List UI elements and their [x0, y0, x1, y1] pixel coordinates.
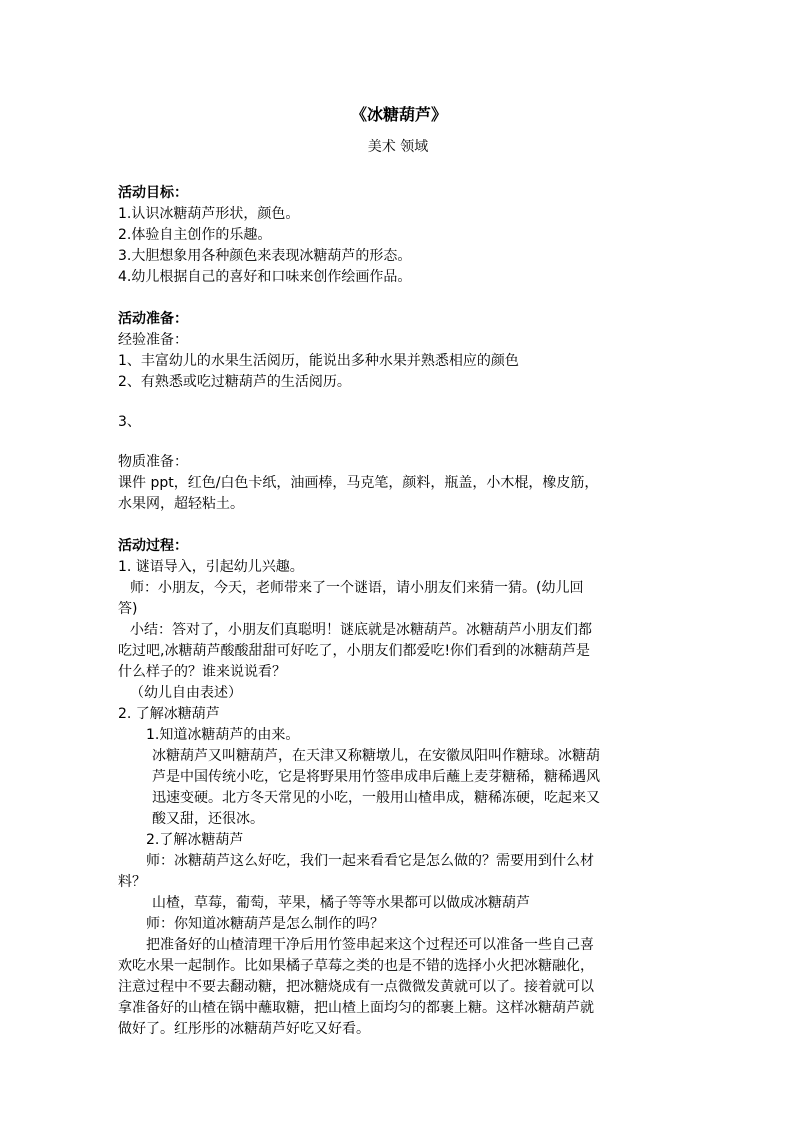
step2-origin-line: 冰糖葫芦又叫糖葫芦，在天津又称糖墩儿，在安徽凤阳叫作糖球。冰糖葫 — [152, 748, 600, 764]
step2-method-line: 拿准备好的山楂在锅中蘸取糖，把山楂上面均匀的都裹上糖。这样冰糖葫芦就 — [118, 1000, 594, 1016]
step1-summary-line: 什么样子的？谁来说说看？ — [118, 664, 286, 680]
objectives-section — [118, 183, 678, 288]
material-line: 课件 ppt，红色/白色卡纸，油画棒，马克笔，颜料，瓶盖，小木棍，橡皮筋， — [118, 475, 599, 491]
step2-teacher-question-2: 师：你知道冰糖葫芦是怎么制作的吗？ — [146, 916, 384, 932]
objective-item: 4.幼儿根据自己的喜好和口味来创作绘画作品。 — [118, 269, 412, 285]
step2-method-line: 做好了。红彤彤的冰糖葫芦好吃又好看。 — [118, 1021, 370, 1037]
process-section — [118, 536, 678, 1040]
step2-subtitle-1: 1.知道冰糖葫芦的由来。 — [146, 727, 300, 743]
objective-item: 2.体验自主创作的乐趣。 — [118, 227, 272, 243]
document-subtitle: 美术 领域 — [367, 139, 429, 155]
step2-title: 2. 了解冰糖葫芦 — [118, 706, 220, 722]
objectives-heading: 活动目标： — [118, 185, 188, 201]
process-heading: 活动过程： — [118, 538, 188, 554]
step2-method-line: 注意过程中不要去翻动糖，把冰糖烧成有一点微微发黄就可以了。接着就可以 — [118, 979, 594, 995]
step1-summary-line: 小结：答对了，小朋友们真聪明！谜底就是冰糖葫芦。冰糖葫芦小朋友们都 — [130, 622, 592, 638]
step2-origin-line: 芦是中国传统小吃，它是将野果用竹签串成串后蘸上麦芽糖稀，糖稀遇风 — [152, 769, 600, 785]
step2-fruits: 山楂，草莓，葡萄，苹果，橘子等等水果都可以做成冰糖葫芦 — [152, 895, 530, 911]
step2-method-line: 把准备好的山楂清理干净后用竹签串起来这个过程还可以准备一些自己喜 — [146, 937, 594, 953]
preparation-heading: 活动准备： — [118, 311, 188, 327]
experience-item: 1、丰富幼儿的水果生活阅历，能说出多种水果并熟悉相应的颜色 — [118, 353, 519, 369]
step1-teacher-line: 师：小朋友，今天，老师带来了一个谜语，请小朋友们来猜一猜。(幼儿回 — [130, 580, 584, 596]
step2-origin-line: 迅速变硬。北方冬天常见的小吃，一般用山楂串成，糖稀冻硬，吃起来又 — [152, 790, 600, 806]
step2-teacher-question: 料？ — [118, 874, 146, 890]
step1-summary-line: 吃过吧,冰糖葫芦酸酸甜甜可好吃了，小朋友们都爱吃!你们看到的冰糖葫芦是 — [118, 643, 591, 659]
step2-subtitle-2: 2.了解冰糖葫芦 — [146, 832, 244, 848]
step2-method-line: 欢吃水果一起制作。比如果橘子草莓之类的也是不错的选择小火把冰糖融化， — [118, 958, 594, 974]
preparation-section — [118, 309, 678, 515]
experience-item: 2、有熟悉或吃过糖葫芦的生活阅历。 — [118, 374, 351, 390]
objective-item: 1.认识冰糖葫芦形状，颜色。 — [118, 206, 300, 222]
document-page — [118, 103, 678, 1040]
step1-title: 1. 谜语导入，引起幼儿兴趣。 — [118, 559, 304, 575]
material-line: 水果网，超轻粘土。 — [118, 496, 244, 512]
step1-teacher-line: 答) — [118, 601, 138, 617]
step2-teacher-question: 师：冰糖葫芦这么好吃，我们一起来看看它是怎么做的？需要用到什么材 — [146, 853, 594, 869]
document-title: 《冰糖葫芦》 — [350, 105, 447, 124]
objective-item: 3.大胆想象用各种颜色来表现冰糖葫芦的形态。 — [118, 248, 412, 264]
step1-free-expression: （幼儿自由表述） — [130, 685, 242, 701]
step2-origin-line: 酸又甜，还很冰。 — [152, 811, 264, 827]
experience-heading: 经验准备： — [118, 332, 188, 348]
material-heading: 物质准备： — [118, 454, 188, 470]
preparation-item-3: 3、 — [118, 414, 141, 430]
